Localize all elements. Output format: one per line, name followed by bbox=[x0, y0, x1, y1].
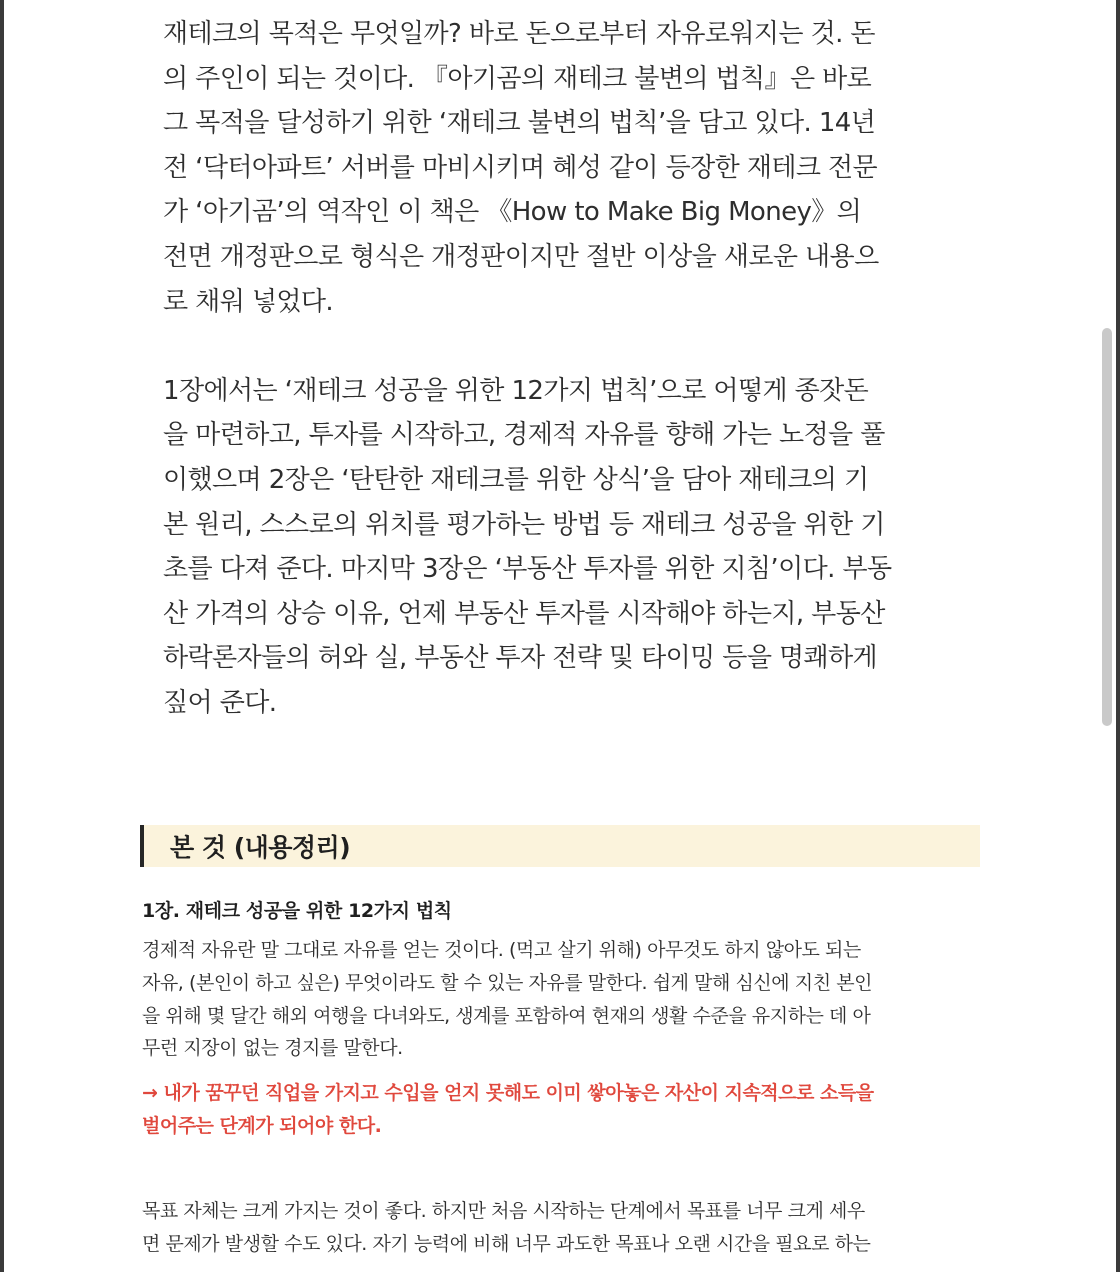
intro-line: 그 목적을 달성하기 위한 ‘재테크 불변의 법칙’을 담고 있다. 14년 bbox=[163, 108, 876, 139]
intro-line: 로 채워 넣었다. bbox=[163, 286, 334, 317]
notes-line: 을 위해 몇 달간 해외 여행을 다녀와도, 생계를 포함하여 현재의 생활 수준을 유지하는 데 아 bbox=[142, 1004, 871, 1027]
notes-content bbox=[142, 894, 982, 1260]
heading-accent-bar bbox=[140, 825, 144, 867]
highlight-note bbox=[142, 1077, 982, 1143]
paragraph-gap bbox=[163, 324, 963, 369]
intro-line: 산 가격의 상승 이유, 언제 부동산 투자를 시작해야 하는지, 부동산 bbox=[163, 598, 885, 629]
intro-line: 을 마련하고, 투자를 시작하고, 경제적 자유를 향해 가는 노정을 풀 bbox=[163, 420, 885, 451]
intro-line: 전 ‘닥터아파트’ 서버를 마비시키며 혜성 같이 등장한 재테크 전문 bbox=[163, 152, 878, 183]
notes-line: 무런 지장이 없는 경지를 말한다. bbox=[142, 1037, 403, 1060]
notes-line: 경제적 자유란 말 그대로 자유를 얻는 것이다. (먹고 살기 위해) 아무것도 하지 않아도 되는 bbox=[142, 939, 861, 961]
section-heading-text: 본 것 (내용정리) bbox=[170, 833, 351, 862]
highlight-line: → 내가 꿈꾸던 직업을 가지고 수입을 얻지 못해도 이미 쌓아놓은 자산이 지속적으로 소득을 bbox=[142, 1082, 874, 1105]
intro-line: 의 주인이 되는 것이다. 『아기곰의 재테크 불변의 법칙』은 바로 bbox=[163, 63, 872, 94]
intro-line: 본 원리, 스스로의 위치를 평가하는 방법 등 재테크 성공을 위한 기 bbox=[163, 509, 885, 540]
frame-edge-right bbox=[1116, 0, 1120, 1272]
section-heading bbox=[140, 825, 980, 867]
scrollbar-thumb[interactable] bbox=[1102, 328, 1112, 726]
intro-line: 짚어 준다. bbox=[163, 687, 277, 718]
notes-block-2 bbox=[142, 1195, 982, 1261]
intro-line: 하락론자들의 허와 실, 부동산 투자 전략 및 타이밍 등을 명쾌하게 bbox=[163, 643, 878, 674]
notes-line: 면 문제가 발생할 수도 있다. 자기 능력에 비해 너무 과도한 목표나 오랜 시간을 필요로 하는 bbox=[142, 1232, 871, 1255]
intro-paragraph-2 bbox=[163, 369, 963, 726]
frame-edge-left bbox=[0, 0, 4, 1272]
chapter-title: 1장. 재테크 성공을 위한 12가지 법칙 bbox=[142, 900, 452, 922]
intro-line: 재테크의 목적은 무엇일까? 바로 돈으로부터 자유로워지는 것. 돈 bbox=[163, 19, 875, 49]
intro-paragraph-1 bbox=[163, 12, 963, 324]
intro-line: 초를 다져 준다. 마지막 3장은 ‘부동산 투자를 위한 지침’이다. 부동 bbox=[163, 554, 892, 585]
book-intro bbox=[163, 12, 963, 726]
notes-block-1 bbox=[142, 934, 982, 1065]
intro-line: 전면 개정판으로 형식은 개정판이지만 절반 이상을 새로운 내용으 bbox=[163, 241, 879, 272]
intro-line: 가 ‘아기곰’의 역작인 이 책은 《How to Make Big Money》의 bbox=[163, 197, 862, 228]
notes-line: 자유, (본인이 하고 싶은) 무엇이라도 할 수 있는 자유를 말한다. 쉽게 말해 심신에 지친 본인 bbox=[142, 971, 872, 994]
notes-line: 목표 자체는 크게 가지는 것이 좋다. 하지만 처음 시작하는 단계에서 목표를 너무 크게 세우 bbox=[142, 1199, 865, 1222]
intro-line: 이했으며 2장은 ‘탄탄한 재테크를 위한 상식’을 담아 재테크의 기 bbox=[163, 464, 869, 495]
highlight-line: 벌어주는 단계가 되어야 한다. bbox=[142, 1114, 382, 1137]
intro-line: 1장에서는 ‘재테크 성공을 위한 12가지 법칙’으로 어떻게 종잣돈 bbox=[163, 375, 869, 406]
